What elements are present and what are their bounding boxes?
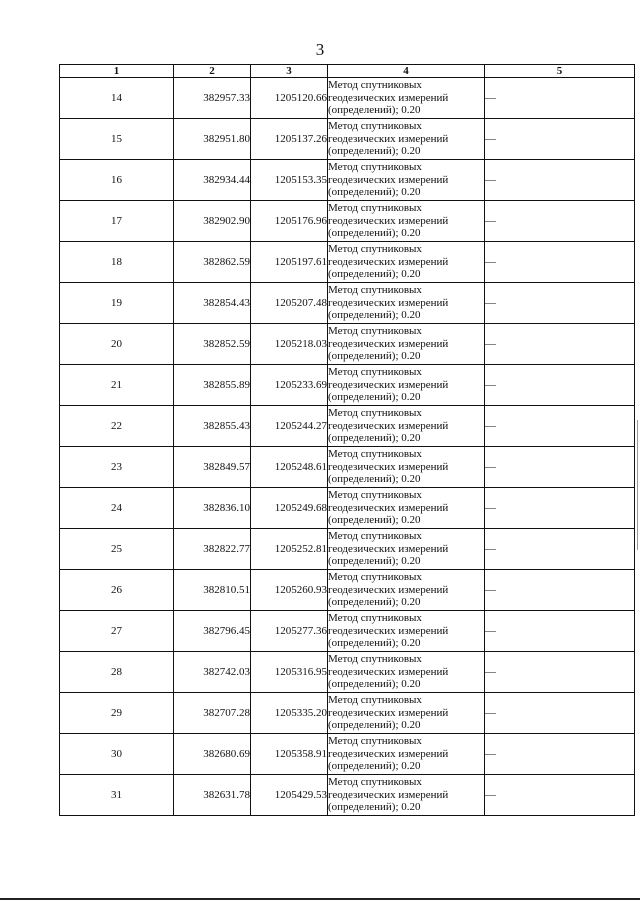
- note-cell: —: [485, 447, 635, 488]
- note-cell: —: [485, 365, 635, 406]
- x-coordinate-cell: 382854.43: [174, 283, 251, 324]
- method-line: (определений); 0.20: [328, 145, 421, 158]
- method-line: геодезических измерений: [328, 214, 449, 227]
- x-coordinate-cell: 382810.51: [174, 570, 251, 611]
- method-cell: [328, 447, 485, 488]
- point-number-cell: 23: [60, 447, 174, 488]
- table-row: [60, 406, 635, 447]
- method-cell: [328, 365, 485, 406]
- method-line: Метод спутниковых: [328, 571, 422, 584]
- note-cell: —: [485, 693, 635, 734]
- method-cell: [328, 78, 485, 119]
- x-coordinate-cell: 382855.43: [174, 406, 251, 447]
- method-line: (определений); 0.20: [328, 309, 421, 322]
- method-line: (определений); 0.20: [328, 596, 421, 609]
- point-number-cell: 24: [60, 488, 174, 529]
- column-header-2: 2: [174, 65, 251, 78]
- method-line: геодезических измерений: [328, 665, 449, 678]
- method-cell: [328, 324, 485, 365]
- table-row: [60, 283, 635, 324]
- x-coordinate-cell: 382934.44: [174, 160, 251, 201]
- method-cell: [328, 570, 485, 611]
- table-row: [60, 365, 635, 406]
- method-line: Метод спутниковых: [328, 694, 422, 707]
- y-coordinate-cell: 1205137.26: [251, 119, 328, 160]
- x-coordinate-cell: 382796.45: [174, 611, 251, 652]
- x-coordinate-cell: 382855.89: [174, 365, 251, 406]
- point-number-cell: 21: [60, 365, 174, 406]
- method-line: геодезических измерений: [328, 788, 449, 801]
- method-line: Метод спутниковых: [328, 653, 422, 666]
- method-cell: [328, 242, 485, 283]
- note-cell: —: [485, 324, 635, 365]
- method-line: (определений); 0.20: [328, 227, 421, 240]
- point-number-cell: 17: [60, 201, 174, 242]
- method-line: (определений); 0.20: [328, 391, 421, 404]
- method-line: геодезических измерений: [328, 337, 449, 350]
- y-coordinate-cell: 1205197.61: [251, 242, 328, 283]
- method-line: геодезических измерений: [328, 501, 449, 514]
- method-cell: [328, 201, 485, 242]
- coordinates-table: [59, 64, 635, 816]
- method-cell: [328, 406, 485, 447]
- y-coordinate-cell: 1205120.66: [251, 78, 328, 119]
- y-coordinate-cell: 1205429.53: [251, 775, 328, 816]
- method-line: Метод спутниковых: [328, 776, 422, 789]
- x-coordinate-cell: 382902.90: [174, 201, 251, 242]
- y-coordinate-cell: 1205358.91: [251, 734, 328, 775]
- point-number-cell: 26: [60, 570, 174, 611]
- method-line: (определений); 0.20: [328, 473, 421, 486]
- method-line: геодезических измерений: [328, 91, 449, 104]
- y-coordinate-cell: 1205176.96: [251, 201, 328, 242]
- table-header-row: [60, 65, 635, 78]
- x-coordinate-cell: 382951.80: [174, 119, 251, 160]
- page-number: 3: [315, 40, 325, 59]
- method-line: (определений); 0.20: [328, 678, 421, 691]
- method-cell: [328, 160, 485, 201]
- method-line: геодезических измерений: [328, 378, 449, 391]
- point-number-cell: 27: [60, 611, 174, 652]
- method-line: (определений); 0.20: [328, 719, 421, 732]
- method-line: геодезических измерений: [328, 747, 449, 760]
- method-line: геодезических измерений: [328, 706, 449, 719]
- y-coordinate-cell: 1205244.27: [251, 406, 328, 447]
- method-line: геодезических измерений: [328, 132, 449, 145]
- method-line: геодезических измерений: [328, 624, 449, 637]
- x-coordinate-cell: 382852.59: [174, 324, 251, 365]
- method-line: геодезических измерений: [328, 460, 449, 473]
- x-coordinate-cell: 382862.59: [174, 242, 251, 283]
- method-line: геодезических измерений: [328, 255, 449, 268]
- table-row: [60, 488, 635, 529]
- table-body: [60, 78, 635, 816]
- method-cell: [328, 734, 485, 775]
- method-cell: [328, 652, 485, 693]
- y-coordinate-cell: 1205252.81: [251, 529, 328, 570]
- note-cell: —: [485, 406, 635, 447]
- method-line: Метод спутниковых: [328, 448, 422, 461]
- point-number-cell: 30: [60, 734, 174, 775]
- method-line: Метод спутниковых: [328, 325, 422, 338]
- note-cell: —: [485, 283, 635, 324]
- table-row: [60, 652, 635, 693]
- y-coordinate-cell: 1205260.93: [251, 570, 328, 611]
- method-line: (определений); 0.20: [328, 186, 421, 199]
- x-coordinate-cell: 382707.28: [174, 693, 251, 734]
- column-header-4: 4: [328, 65, 485, 78]
- method-line: (определений); 0.20: [328, 760, 421, 773]
- method-line: геодезических измерений: [328, 542, 449, 555]
- method-line: (определений); 0.20: [328, 350, 421, 363]
- table-row: [60, 324, 635, 365]
- table-row: [60, 447, 635, 488]
- y-coordinate-cell: 1205248.61: [251, 447, 328, 488]
- point-number-cell: 19: [60, 283, 174, 324]
- method-cell: [328, 283, 485, 324]
- point-number-cell: 20: [60, 324, 174, 365]
- table-row: [60, 78, 635, 119]
- method-line: (определений); 0.20: [328, 801, 421, 814]
- y-coordinate-cell: 1205316.95: [251, 652, 328, 693]
- method-line: (определений); 0.20: [328, 514, 421, 527]
- method-line: Метод спутниковых: [328, 284, 422, 297]
- table-row: [60, 775, 635, 816]
- method-line: Метод спутниковых: [328, 161, 422, 174]
- method-line: геодезических измерений: [328, 296, 449, 309]
- y-coordinate-cell: 1205277.36: [251, 611, 328, 652]
- column-header-5: 5: [485, 65, 635, 78]
- column-header-1: 1: [60, 65, 174, 78]
- table-row: [60, 529, 635, 570]
- table-row: [60, 201, 635, 242]
- method-line: геодезических измерений: [328, 419, 449, 432]
- method-line: Метод спутниковых: [328, 612, 422, 625]
- method-cell: [328, 529, 485, 570]
- method-line: Метод спутниковых: [328, 489, 422, 502]
- note-cell: —: [485, 734, 635, 775]
- y-coordinate-cell: 1205335.20: [251, 693, 328, 734]
- table-row: [60, 160, 635, 201]
- y-coordinate-cell: 1205218.03: [251, 324, 328, 365]
- point-number-cell: 25: [60, 529, 174, 570]
- table-row: [60, 693, 635, 734]
- note-cell: —: [485, 201, 635, 242]
- method-line: (определений); 0.20: [328, 432, 421, 445]
- note-cell: —: [485, 488, 635, 529]
- note-cell: —: [485, 78, 635, 119]
- method-line: геодезических измерений: [328, 583, 449, 596]
- table-row: [60, 119, 635, 160]
- method-line: (определений); 0.20: [328, 637, 421, 650]
- point-number-cell: 31: [60, 775, 174, 816]
- method-cell: [328, 611, 485, 652]
- method-cell: [328, 693, 485, 734]
- note-cell: —: [485, 119, 635, 160]
- method-line: Метод спутниковых: [328, 735, 422, 748]
- point-number-cell: 14: [60, 78, 174, 119]
- method-line: Метод спутниковых: [328, 243, 422, 256]
- method-line: геодезических измерений: [328, 173, 449, 186]
- method-cell: [328, 488, 485, 529]
- x-coordinate-cell: 382957.33: [174, 78, 251, 119]
- method-line: Метод спутниковых: [328, 407, 422, 420]
- x-coordinate-cell: 382822.77: [174, 529, 251, 570]
- method-line: (определений); 0.20: [328, 555, 421, 568]
- note-cell: —: [485, 652, 635, 693]
- note-cell: —: [485, 242, 635, 283]
- method-line: Метод спутниковых: [328, 120, 422, 133]
- point-number-cell: 22: [60, 406, 174, 447]
- x-coordinate-cell: 382836.10: [174, 488, 251, 529]
- note-cell: —: [485, 529, 635, 570]
- y-coordinate-cell: 1205249.68: [251, 488, 328, 529]
- method-cell: [328, 775, 485, 816]
- method-line: Метод спутниковых: [328, 366, 422, 379]
- table-row: [60, 570, 635, 611]
- column-header-3: 3: [251, 65, 328, 78]
- x-coordinate-cell: 382680.69: [174, 734, 251, 775]
- method-line: (определений); 0.20: [328, 104, 421, 117]
- x-coordinate-cell: 382631.78: [174, 775, 251, 816]
- bottom-rule: [0, 898, 640, 900]
- y-coordinate-cell: 1205153.35: [251, 160, 328, 201]
- x-coordinate-cell: 382849.57: [174, 447, 251, 488]
- note-cell: —: [485, 160, 635, 201]
- point-number-cell: 18: [60, 242, 174, 283]
- point-number-cell: 15: [60, 119, 174, 160]
- point-number-cell: 29: [60, 693, 174, 734]
- point-number-cell: 16: [60, 160, 174, 201]
- method-line: (определений); 0.20: [328, 268, 421, 281]
- table-row: [60, 242, 635, 283]
- note-cell: —: [485, 775, 635, 816]
- x-coordinate-cell: 382742.03: [174, 652, 251, 693]
- point-number-cell: 28: [60, 652, 174, 693]
- method-line: Метод спутниковых: [328, 79, 422, 92]
- scan-edge-line: [637, 420, 638, 550]
- method-cell: [328, 119, 485, 160]
- table-row: [60, 611, 635, 652]
- y-coordinate-cell: 1205207.48: [251, 283, 328, 324]
- note-cell: —: [485, 570, 635, 611]
- table-row: [60, 734, 635, 775]
- method-line: Метод спутниковых: [328, 530, 422, 543]
- note-cell: —: [485, 611, 635, 652]
- method-line: Метод спутниковых: [328, 202, 422, 215]
- y-coordinate-cell: 1205233.69: [251, 365, 328, 406]
